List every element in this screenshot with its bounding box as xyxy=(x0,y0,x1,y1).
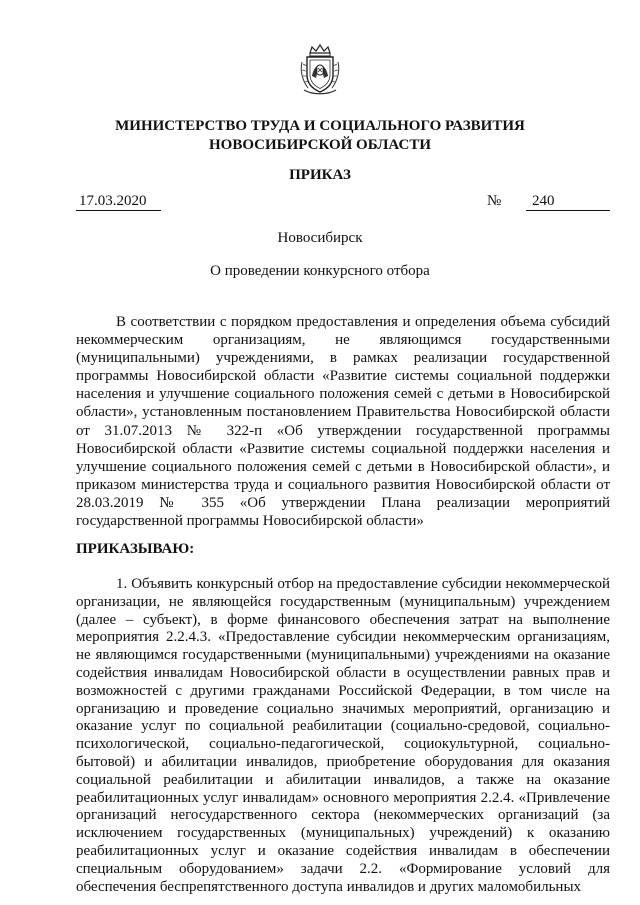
ministry-name-line2: НОВОСИБИРСКОЙ ОБЛАСТИ xyxy=(208,137,432,153)
number-sign: № xyxy=(487,193,502,209)
document-type-title: ПРИКАЗ xyxy=(289,167,351,183)
coat-of-arms-icon xyxy=(298,44,342,96)
decree-heading: ПРИКАЗЫВАЮ: xyxy=(76,541,195,557)
order-item-1: 1. Объявить конкурсный отбор на предоставление субсидии некоммерческой организации, не являющейся государственным (муниципальным) учреждением (далее – субъект), в форме финансового обеспечения затрат на выполнение мероприятия 2.2.4.3. «Предоставление субсидии некоммерческим организациям, не являющимся государственными (муниципальными) учреждениями на оказание содействия инвалидам Новосибирской области в осуществлении равных прав и возможностей с другими гражданами Российской Федерации, в том числе на организацию и проведение социально значимых мероприятий, организацию и оказание услуг по социальной реабилитации (социально-средовой, социально-психологической, социально-педагогической, социокультурной, социально-бытовой) и абилитации инвалидов, приобретение оборудования для оказания социальной реабилитации и абилитации инвалидов, а также на оказание реабилитационных услуг инвалидам» основного мероприятия 2.2.4. «Привлечение организаций негосударственного сектора (некоммерческих организаций (за исключением государственных (муниципальных) учреждений) к оказанию реабилитационных услуг и оказание содействия инвалидам в обеспечении специальным оборудованием» задачи 2.2. «Формирование условий для обеспечения беспрепятственного доступа инвалидов и других маломобильных xyxy=(76,576,610,895)
preamble-paragraph: В соответствии с порядком предоставления и определения объема субсидий некоммерческим организациям, не являющимся государственными (муниципальными) учреждениями, в рамках реализации государственной программы Новосибирской области «Развитие системы социальной поддержки населения и улучшение социального положения семей с детьми в Новосибирской области», установленным постановлением Правительства Новосибирской области от 31.07.2013 № 322-п «Об утверждении государственной программы Новосибирской области «Развитие системы социальной поддержки населения и улучшение социального положения семей с детьми в Новосибирской области», и приказом министерства труда и социального развития Новосибирской области от 28.03.2019 № 355 «Об утверждении Плана реализации мероприятий государственной программы Новосибирской области» xyxy=(76,314,610,530)
order-date: 17.03.2020 xyxy=(76,192,161,211)
ministry-name xyxy=(60,117,580,155)
city-name: Новосибирск xyxy=(277,230,363,246)
ministry-name-line1: МИНИСТЕРСТВО ТРУДА И СОЦИАЛЬНОГО РАЗВИТИЯ xyxy=(115,118,525,134)
order-subject: О проведении конкурсного отбора xyxy=(210,263,430,279)
order-number: 240 xyxy=(526,192,610,211)
